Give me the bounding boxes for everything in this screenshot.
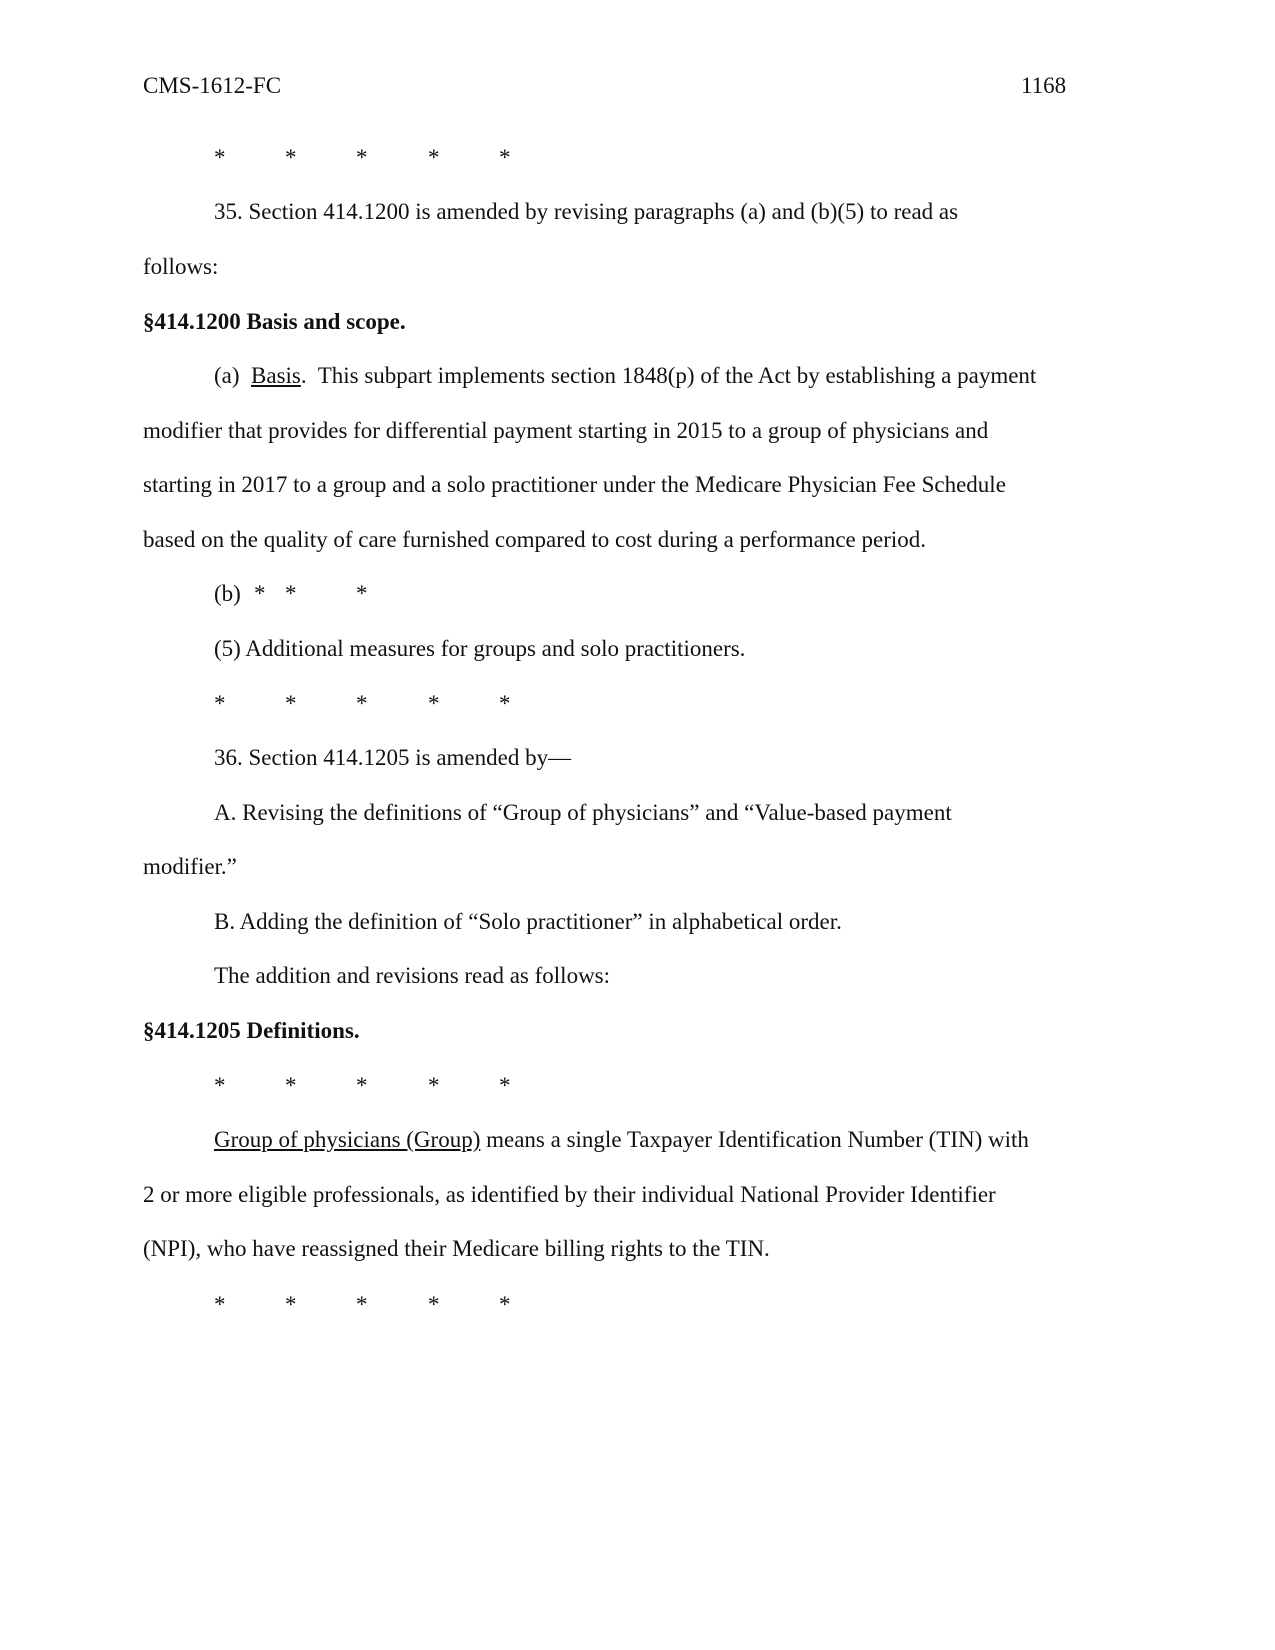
separator-star: *: [214, 691, 226, 716]
amendment-36-text: 36. Section 414.1205 is amended by—: [214, 745, 572, 770]
basis-term: Basis: [251, 363, 301, 388]
separator-star: *: [356, 145, 368, 170]
separator-star: *: [254, 581, 266, 606]
separator-star: *: [428, 145, 440, 170]
separator-star: *: [214, 1073, 226, 1098]
definition-term: Group of physicians (Group): [214, 1127, 481, 1152]
separator-star: *: [499, 1073, 511, 1098]
separator-star: *: [285, 1292, 297, 1317]
paragraph-b5: (5) Additional measures for groups and solo practitioners.: [214, 636, 746, 661]
separator-star: *: [499, 145, 511, 170]
amendment-35-continuation: follows:: [143, 254, 219, 279]
separator-star: *: [356, 581, 368, 606]
separator-star: *: [499, 1292, 511, 1317]
amendment-36-intro: The addition and revisions read as follows:: [214, 963, 611, 988]
amendment-36-a-line1: A. Revising the definitions of “Group of physicians” and “Value-based payment: [214, 800, 952, 825]
separator-star: *: [356, 691, 368, 716]
separator-star: *: [356, 1292, 368, 1317]
definition-text: means a single Taxpayer Identification Number (TIN) with: [480, 1127, 1029, 1152]
paragraph-a-line3: starting in 2017 to a group and a solo practitioner under the Medicare Physician Fee Schedule: [143, 472, 1006, 497]
separator-star: *: [214, 1292, 226, 1317]
definition-line2: 2 or more eligible professionals, as identified by their individual National Provider Identifier: [143, 1182, 996, 1207]
paragraph-a-prefix: (a): [214, 363, 252, 388]
separator-star: *: [285, 145, 297, 170]
document-id: CMS-1612-FC: [143, 73, 282, 98]
paragraph-a-text: . This subpart implements section 1848(p) of the Act by establishing a payment: [300, 363, 1037, 388]
separator-star: *: [285, 581, 297, 606]
amendment-36-a-line2: modifier.”: [143, 854, 237, 879]
section-heading-414-1205: §414.1205 Definitions.: [143, 1018, 360, 1043]
separator-star: *: [285, 691, 297, 716]
definition-line1: [214, 1126, 1029, 1154]
amendment-35-text: 35. Section 414.1200 is amended by revising paragraphs (a) and (b)(5) to read as: [214, 199, 959, 224]
separator-star: *: [428, 1292, 440, 1317]
paragraph-a-line2: modifier that provides for differential payment starting in 2015 to a group of physicians and: [143, 418, 989, 443]
separator-star: *: [285, 1073, 297, 1098]
page-number: 1168: [1021, 73, 1067, 98]
separator-star: *: [428, 691, 440, 716]
paragraph-a-line1: [214, 362, 1036, 390]
amendment-36-b: B. Adding the definition of “Solo practitioner” in alphabetical order.: [214, 909, 842, 934]
separator-star: *: [356, 1073, 368, 1098]
paragraph-a-line4: based on the quality of care furnished compared to cost during a performance period.: [143, 527, 926, 552]
paragraph-b-label: (b): [214, 581, 241, 606]
separator-star: *: [428, 1073, 440, 1098]
separator-star: *: [499, 691, 511, 716]
definition-line3: (NPI), who have reassigned their Medicare billing rights to the TIN.: [143, 1236, 770, 1261]
section-heading-414-1200: §414.1200 Basis and scope.: [143, 309, 406, 334]
separator-star: *: [214, 145, 226, 170]
